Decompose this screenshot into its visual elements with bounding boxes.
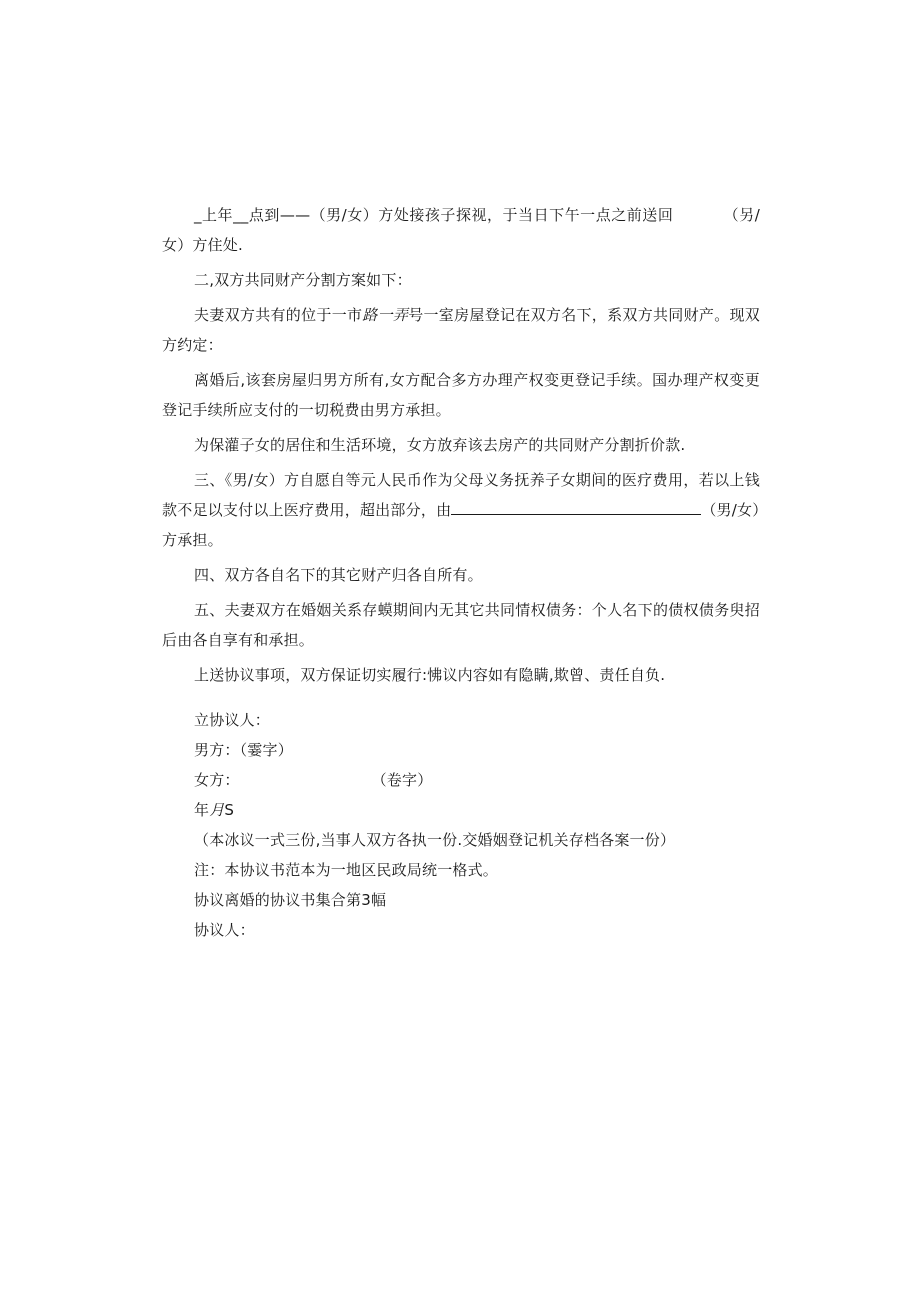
paragraph-debts: 五、夫妻双方在婚姻关系存蟆期间内无其它共同情权债务：个人名下的债权债务臾招后由各自享有和承担。 bbox=[162, 601, 760, 649]
property-location-c: 号一室房屋登记在双方名下，系双方共同财产。现双方约定： bbox=[162, 306, 760, 354]
date-year: 年 bbox=[194, 801, 210, 819]
paragraph-commitment: 上送协议事项，双方保证切实履行:怫议内容如有隐瞒,欺曾、责任自负. bbox=[194, 666, 666, 684]
paragraph-visitation bbox=[162, 200, 760, 260]
date-day: S bbox=[224, 801, 235, 819]
property-location-b: 路一弄 bbox=[362, 306, 409, 324]
date-line bbox=[162, 795, 760, 825]
female-label: 女方： bbox=[194, 771, 240, 789]
format-note: 注：本协议书范本为一地区民政局统一格式。 bbox=[194, 861, 499, 879]
next-agreement-signers: 协议人： bbox=[194, 921, 255, 939]
medical-expenses-text: 三、《男/女）方自愿自等元人民币作为父母义务抚养子女期间的医疗费用，若以上钱款不足以支付以上医疗费用，超出部分，由 bbox=[162, 471, 760, 519]
visitation-text: _上年__点到——（男/女）方处接孩子探视，于当日下午一点之前送回 bbox=[194, 206, 674, 224]
document-page bbox=[162, 200, 760, 945]
paragraph-medical-expenses bbox=[162, 465, 760, 555]
paragraph-other-property: 四、双方各自名下的其它财产归各自所有。 bbox=[194, 566, 483, 584]
paragraph-property-waiver: 为保灌子女的居住和生活环境，女方放弃该去房产的共同财产分割折价款. bbox=[194, 436, 686, 454]
female-signature-line bbox=[162, 765, 760, 795]
visitation-text-end: （另/女）方住处. bbox=[162, 206, 760, 254]
next-agreement-title: 协议离婚的协议书集合第3幅 bbox=[194, 891, 387, 909]
medical-expenses-text-end: （男/女）方承担。 bbox=[162, 501, 760, 549]
paragraph-property-heading: 二,双方共同财产分割方案如下： bbox=[194, 271, 412, 289]
paragraph-property-ownership: 离婚后,该套房屋归男方所有,女方配合多方办理产权变更登记手续。国办理产权变更登记手续所应支付的一切税费由男方承担。 bbox=[162, 371, 760, 419]
date-month: 月 bbox=[209, 801, 225, 819]
female-sign: （卷字） bbox=[371, 771, 433, 789]
fill-in-blank-line bbox=[451, 497, 701, 515]
copies-note: （本冰议一式三份,当事人双方各执一份.交婚姻登记机关存档各案一份） bbox=[194, 831, 676, 849]
male-signature-line: 男方：（霎字） bbox=[194, 741, 293, 759]
property-location-a: 夫妻双方共有的位于一市 bbox=[194, 306, 363, 324]
paragraph-property-location bbox=[162, 300, 760, 360]
signers-label: 立协议人： bbox=[194, 711, 271, 729]
